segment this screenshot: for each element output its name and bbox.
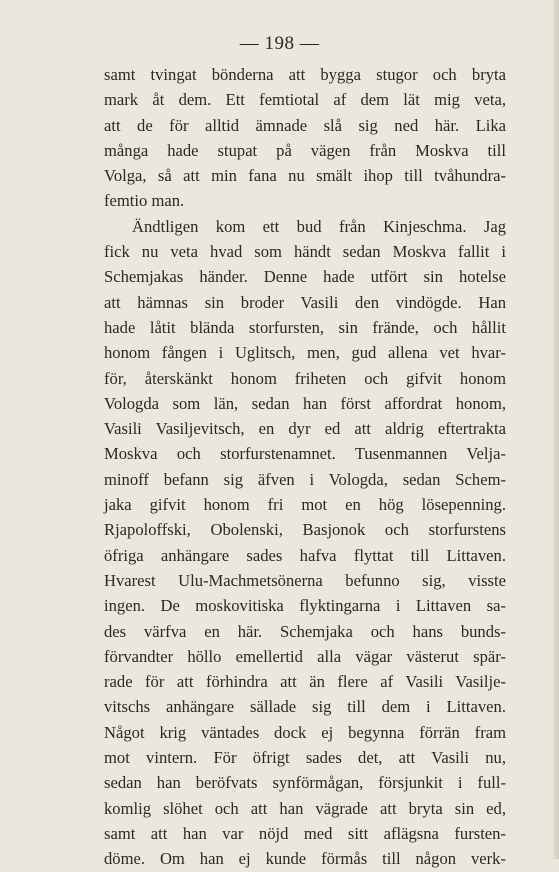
text-line: Volga, så att min fana nu smält ihop till tvåhundra- [104, 166, 506, 186]
body-text [104, 62, 506, 872]
text-line: döme. Om han ej kunde förmås till någon verk- [104, 849, 506, 869]
text-line: många hade stupat på vägen från Moskva till [104, 140, 506, 160]
text-line: Ändtligen kom ett bud från Kinjeschma. Jag [132, 216, 506, 236]
page-edge [553, 0, 559, 859]
text-line: jaka gifvit honom fri mot en hög lösepenning. [104, 495, 506, 515]
text-line: des värfva en här. Schemjaka och hans bunds- [104, 621, 506, 641]
text-line: förvandter höllo emellertid alla vägar västerut spär- [104, 646, 506, 666]
text-line: samt att han var nöjd med sitt aflägsna fursten- [104, 823, 506, 843]
text-line: Vasili Vasiljevitsch, en dyr ed att aldrig eftertrakta [104, 419, 506, 439]
page-number-header: — 198 — [239, 33, 320, 54]
text-line: Vologda som län, sedan han först affordrat honom, [104, 393, 506, 413]
text-line: ingen. De moskovitiska flyktingarna i Littaven sa- [104, 596, 506, 616]
text-line: hade låtit blända storfursten, sin frände, och hållit [104, 317, 506, 337]
text-line: Schemjakas händer. Denne hade utfört sin hotelse [104, 267, 506, 287]
text-line: att de för alltid ämnade slå sig ned här. Lika [104, 115, 506, 135]
text-line: komlig slöhet och att han vägrade att bryta sin ed, [104, 798, 506, 818]
text-line: för, återskänkt honom friheten och gifvit honom [104, 368, 506, 388]
text-line: Något krig väntades dock ej begynna förrän fram [104, 722, 506, 742]
text-line: minoff befann sig äfven i Vologda, sedan Schem- [104, 469, 506, 489]
text-line: sedan han beröfvats synförmågan, försjunkit i full- [104, 773, 506, 793]
text-line: femtio man. [104, 191, 185, 211]
text-line: samt tvingat bönderna att bygga stugor och bryta [104, 65, 506, 84]
text-line: Hvarest Ulu-Machmetsönerna befunno sig, visste [104, 570, 506, 590]
text-line: fick nu veta hvad som händt sedan Moskva fallit i [104, 242, 506, 262]
text-line: vitschs anhängare sällade sig till dem i Littaven. [104, 697, 506, 717]
text-line: rade för att förhindra att än flere af Vasili Vasilje- [104, 672, 506, 692]
text-line: Rjapoloffski, Obolenski, Basjonok och storfurstens [104, 520, 506, 540]
text-line: att hämnas sin broder Vasili den vindögde. Han [104, 292, 506, 312]
text-line: honom fången i Uglitsch, men, gud allena vet hvar- [104, 343, 506, 363]
text-line: öfriga anhängare sades hafva flyttat till Littaven. [104, 545, 506, 565]
text-line: mot vintern. För öfrigt sades det, att Vasili nu, [104, 748, 506, 768]
text-line: mark åt dem. Ett femtiotal af dem lät mig veta, [104, 90, 506, 110]
text-line: Moskva och storfurstenamnet. Tusenmannen Velja- [104, 444, 506, 464]
